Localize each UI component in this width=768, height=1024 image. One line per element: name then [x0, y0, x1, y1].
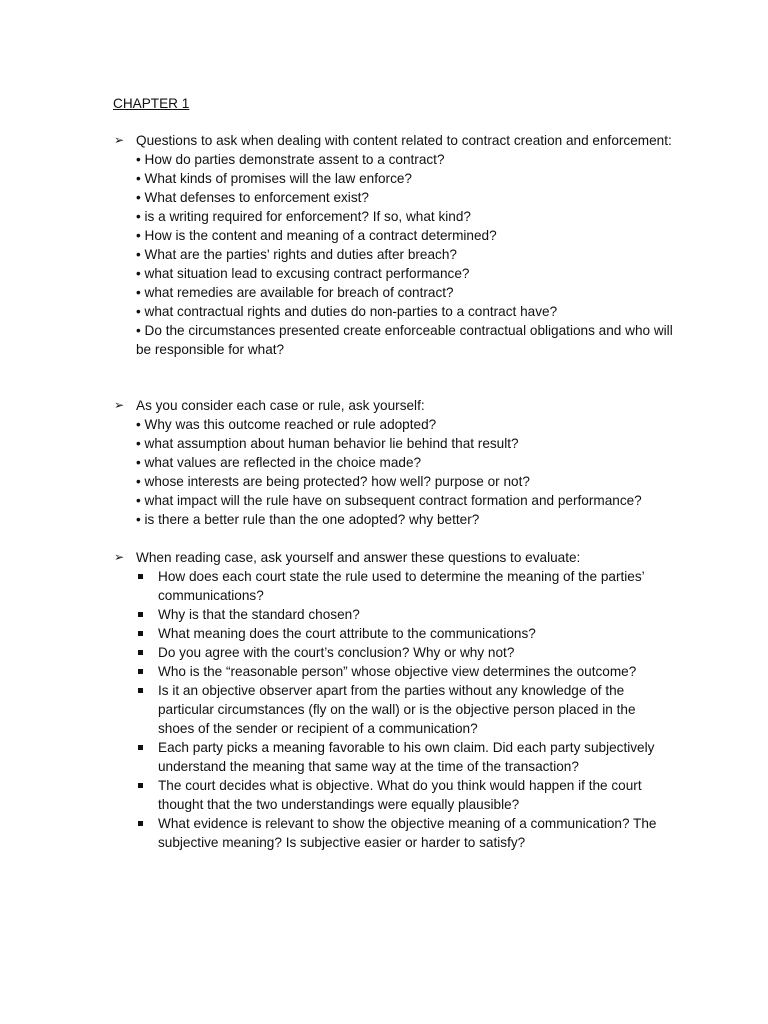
- list-item: • Do the circumstances presented create enforceable contractual obligations and who will be responsible for what?: [136, 323, 673, 357]
- list-item: • What are the parties' rights and duties after breach?: [136, 247, 457, 262]
- list-item: • How do parties demonstrate assent to a contract?: [136, 152, 445, 167]
- bullet-list: [136, 415, 683, 529]
- section-body: [136, 548, 673, 852]
- list-item: [136, 662, 673, 681]
- list-item: • what remedies are available for breach of contract?: [136, 285, 454, 300]
- list-item-text: Who is the “reasonable person” whose objective view determines the outcome?: [158, 664, 637, 679]
- list-item: • what assumption about human behavior lie behind that result?: [136, 436, 519, 451]
- section-lead: When reading case, ask yourself and answer these questions to evaluate:: [136, 550, 581, 565]
- section-head: [113, 548, 673, 852]
- section-lead: As you consider each case or rule, ask yourself:: [136, 398, 425, 413]
- list-item: [136, 776, 673, 814]
- square-bullet-icon: [136, 567, 158, 579]
- square-bullet-icon: [136, 662, 158, 674]
- list-item-text: What evidence is relevant to show the objective meaning of a communication? The subjective meaning? Is subjective easier or harder to satisfy?: [158, 816, 657, 850]
- list-item: • Why was this outcome reached or rule adopted?: [136, 417, 437, 432]
- list-item: • What defenses to enforcement exist?: [136, 190, 369, 205]
- square-bullet-icon: [136, 814, 158, 826]
- section-head: [113, 131, 683, 359]
- section-head: [113, 396, 683, 529]
- arrow-bullet-icon: ➢: [114, 398, 125, 412]
- square-bullet-icon: [136, 681, 158, 693]
- square-bullet-icon: [136, 643, 158, 655]
- list-item: [136, 567, 673, 605]
- list-item-text: Each party picks a meaning favorable to his own claim. Did each party subjectively understand the meaning that same way at the time of the transaction?: [158, 740, 655, 774]
- list-item-text: Is it an objective observer apart from the parties without any knowledge of the particular circumstances (fly on the wall) or is the objective person placed in the shoes of the sender or recipient of a communication?: [158, 683, 636, 736]
- section-lead: Questions to ask when dealing with content related to contract creation and enforcement:: [136, 133, 672, 148]
- list-item: • what situation lead to excusing contract performance?: [136, 266, 470, 281]
- list-item: [136, 643, 673, 662]
- section-contract-questions: [113, 131, 683, 359]
- list-item: [136, 738, 673, 776]
- square-bullet-list: [136, 567, 673, 852]
- square-bullet-icon: [136, 776, 158, 788]
- square-bullet-icon: [136, 624, 158, 636]
- list-item: • whose interests are being protected? how well? purpose or not?: [136, 474, 530, 489]
- square-bullet-icon: [136, 738, 158, 750]
- list-item: • what contractual rights and duties do non-parties to a contract have?: [136, 304, 558, 319]
- square-bullet-icon: [136, 605, 158, 617]
- bullet-list: [136, 150, 683, 359]
- section-body: [136, 396, 683, 529]
- list-item-text: Do you agree with the court’s conclusion? Why or why not?: [158, 645, 515, 660]
- section-case-rule-questions: [113, 396, 683, 529]
- list-item-text: How does each court state the rule used to determine the meaning of the parties’ communications?: [158, 569, 645, 603]
- list-item: [136, 681, 673, 738]
- list-item: • is a writing required for enforcement? If so, what kind?: [136, 209, 471, 224]
- chapter-title: CHAPTER 1: [113, 96, 190, 111]
- arrow-bullet-icon: ➢: [114, 550, 125, 564]
- list-item: • is there a better rule than the one adopted? why better?: [136, 512, 480, 527]
- list-item-text: The court decides what is objective. What do you think would happen if the court thought that the two understandings were equally plausible?: [158, 778, 642, 812]
- list-item: [136, 814, 673, 852]
- list-item: • what values are reflected in the choice made?: [136, 455, 422, 470]
- section-reading-case-questions: [113, 548, 673, 852]
- list-item: • What kinds of promises will the law enforce?: [136, 171, 412, 186]
- arrow-bullet-icon: ➢: [114, 133, 125, 147]
- list-item: • How is the content and meaning of a contract determined?: [136, 228, 497, 243]
- list-item: [136, 605, 673, 624]
- section-body: [136, 131, 683, 359]
- list-item-text: Why is that the standard chosen?: [158, 607, 360, 622]
- list-item: • what impact will the rule have on subsequent contract formation and performance?: [136, 493, 642, 508]
- list-item: [136, 624, 673, 643]
- list-item-text: What meaning does the court attribute to the communications?: [158, 626, 536, 641]
